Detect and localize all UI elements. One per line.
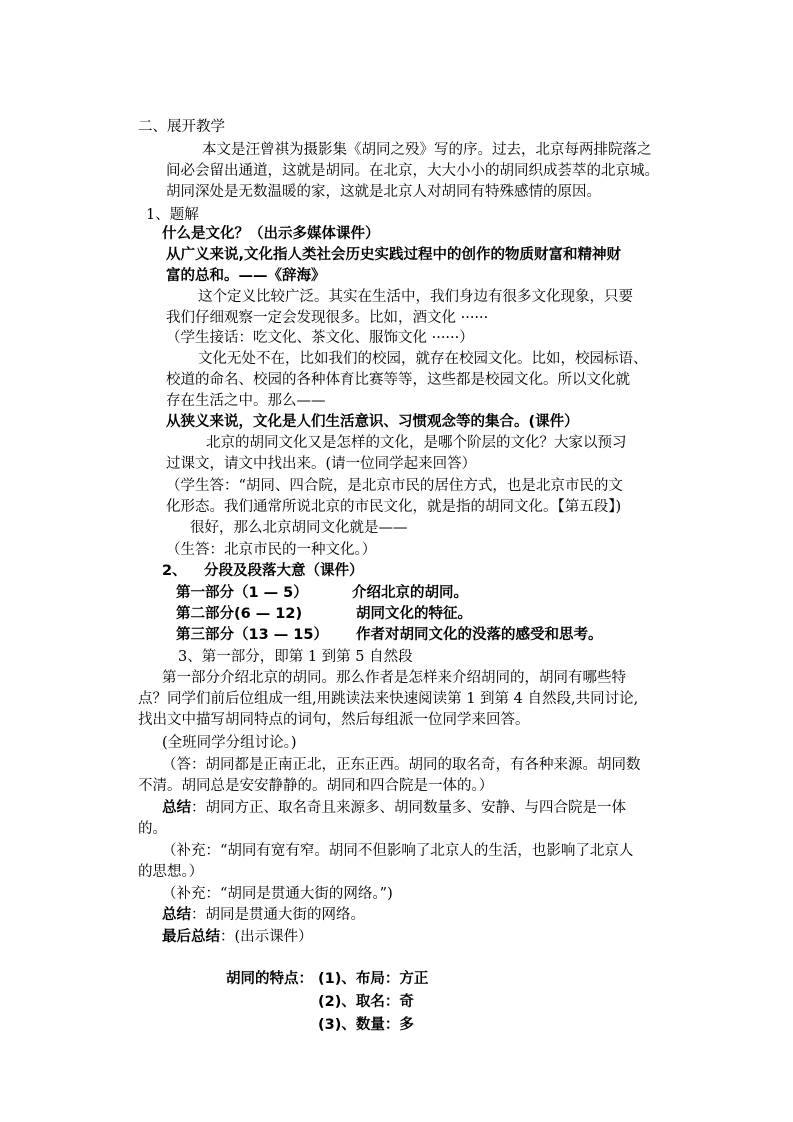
student-answer-line-2: 化形态。我们通常所说北京的市民文化，就是指的胡同文化。【第五段】) <box>166 499 622 515</box>
para-d-line-3: 找出文中描写胡同特点的词句，然后每组派一位同学来回答。 <box>138 712 530 728</box>
para-a-line-1: 这个定义比较广泛。其实在生活中，我们身边有很多文化现象，只要 <box>198 289 633 305</box>
part-2-label: 第二部分(6 — 12) <box>176 606 303 622</box>
para-c-line-2: 过课文，请文中找出来。(请一位同学起来回答） <box>166 456 477 472</box>
para-c-line-1: 北京的胡同文化又是怎样的文化，是哪个阶层的文化？大家以预习 <box>206 435 627 451</box>
part-3-desc: 作者对胡同文化的没落的感受和思考。 <box>356 627 603 643</box>
part-1-desc: 介绍北京的胡同。 <box>352 585 468 601</box>
features-title: 胡同的特点： <box>226 971 313 987</box>
part-1-label: 第一部分（1 — 5） <box>176 585 308 601</box>
supplement-2: （补充：“胡同是贯通大街的网络。”) <box>162 886 393 902</box>
summary-2 <box>162 905 365 926</box>
intro-line-1: 本文是汪曾祺为摄影集《胡同之殁》写的序。过去，北京每两排院落之 <box>202 142 652 158</box>
summary-1-line-2: 的。 <box>138 821 167 837</box>
group-discuss: (全班同学分组讨论。) <box>162 735 297 751</box>
good-line: 很好，那么北京胡同文化就是—— <box>190 520 408 536</box>
part-3-label: 第三部分（13 — 15） <box>176 627 328 643</box>
supplement-1-line-1: （补充：“胡同有宽有窄。胡同不但影响了北京人的生活，也影响了北京人 <box>162 843 634 859</box>
para-a-line-2: 我们仔细观察一定会发现很多。比如，酒文化 ······ <box>166 310 489 326</box>
subsection-1-title: 1、题解 <box>146 207 199 223</box>
answer-line-1: （答：胡同都是正南正北，正东正西。胡同的取名奇，有各种来源。胡同数 <box>162 757 641 773</box>
supplement-1-line-2: 的思想。） <box>138 864 204 880</box>
summary-1-text: ：胡同方正、取名奇且来源多、胡同数量多、安静、与四合院是一体 <box>191 800 626 816</box>
summary-2-label: 总结 <box>162 907 191 923</box>
section-heading: 二、展开教学 <box>138 119 225 135</box>
broad-definition-line-2: 富的总和。——《辞海》 <box>166 268 326 284</box>
subsection-2-number: 2、 <box>162 563 187 579</box>
question-culture: 什么是文化？（出示多媒体课件） <box>162 226 380 242</box>
intro-line-3: 胡同深处是无数温暖的家，这就是北京人对胡同有特殊感情的原因。 <box>166 184 601 200</box>
part-2-desc: 胡同文化的特征。 <box>356 606 472 622</box>
para-d-line-1: 第一部分介绍北京的胡同。那么作者是怎样来介绍胡同的，胡同有哪些特 <box>162 670 626 686</box>
feature-3: (3)、数量：多 <box>318 1017 414 1033</box>
para-b-line-3: 存在生活之中。那么—— <box>166 393 326 409</box>
summary-1-line-1 <box>162 798 626 819</box>
broad-definition-line-1: 从广义来说,文化指人类社会历史实践过程中的创作的物质财富和精神财 <box>166 247 622 263</box>
final-summary-text: ：(出示课件） <box>220 929 313 945</box>
feature-1: (1)、布局：方正 <box>318 971 429 987</box>
answer-line-2: 不清。胡同总是安安静静的。胡同和四合院是一体的。） <box>138 778 494 794</box>
para-d-line-2: 点？同学们前后位组成一组,用跳读法来快速阅读第 1 到第 4 自然段,共同讨论, <box>138 691 639 707</box>
feature-2: (2)、取名：奇 <box>318 994 414 1010</box>
summary-1-label: 总结 <box>162 800 191 816</box>
student-answer-line-1: （学生答：“胡同、四合院，是北京市民的居住方式，也是北京市民的文 <box>166 478 623 494</box>
para-b-line-1: 文化无处不在，比如我们的校园，就存在校园文化。比如，校园标语、 <box>198 351 648 367</box>
student-reply-1: （学生接话：吃文化、茶文化、服饰文化 ······） <box>166 330 474 346</box>
final-summary-label: 最后总结 <box>162 929 220 945</box>
subsection-2-title: 分段及段落大意（课件） <box>204 563 364 579</box>
narrow-definition: 从狭义来说，文化是人们生活意识、习惯观念等的集合。(课件） <box>166 414 579 430</box>
intro-line-2: 间必会留出通道，这就是胡同。在北京，大大小小的胡同织成荟萃的北京城。 <box>166 163 659 179</box>
subsection-3-title: 3、第一部分，即第 1 到第 5 自然段 <box>178 649 413 665</box>
para-b-line-2: 校道的命名、校园的各种体育比赛等等，这些都是校园文化。所以文化就 <box>166 372 630 388</box>
summary-2-text: ：胡同是贯通大街的网络。 <box>191 907 365 923</box>
student-answer-2: （生答：北京市民的一种文化。） <box>166 542 377 558</box>
final-summary <box>162 927 313 948</box>
